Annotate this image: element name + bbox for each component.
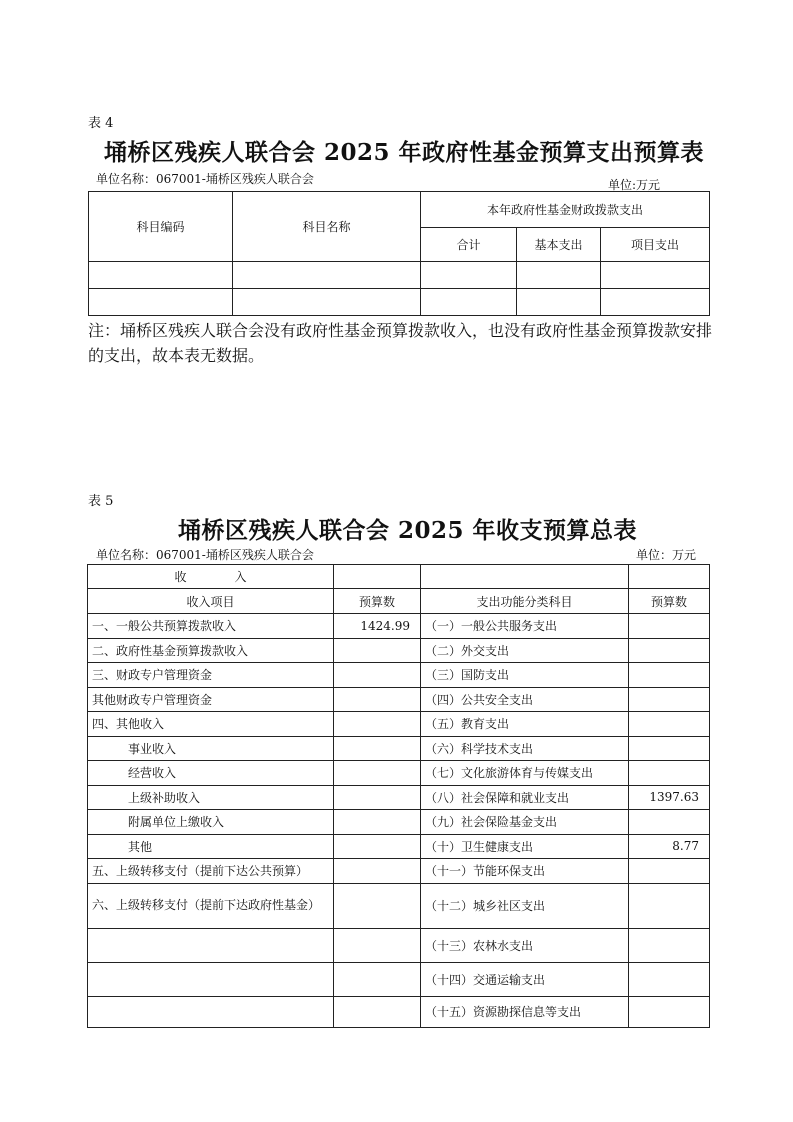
expense-item: （三）国防支出: [421, 663, 629, 688]
table4-empty-row: [89, 289, 710, 316]
table4-unit: 单位:万元: [608, 178, 661, 192]
table4-note: 注：埇桥区残疾人联合会没有政府性基金预算拨款收入，也没有政府性基金预算拨款安排的支出，故本表无数据。: [88, 321, 713, 365]
expense-item: （十三）农林水支出: [421, 928, 629, 962]
table5-label: 表 5: [88, 494, 114, 509]
expense-item: （七）文化旅游体育与传媒支出: [421, 761, 629, 786]
income-amount: [334, 962, 421, 996]
table5-header-income-amount: 预算数: [334, 589, 421, 614]
expense-item: （九）社会保险基金支出: [421, 810, 629, 835]
table5-header-expense-amount: 预算数: [629, 589, 710, 614]
income-amount: [334, 638, 421, 663]
expense-amount: [629, 962, 710, 996]
income-item: 三、财政专户管理资金: [88, 663, 334, 688]
table5-header-expense-item: 支出功能分类科目: [421, 589, 629, 614]
income-amount: [334, 736, 421, 761]
table-row: [88, 687, 710, 712]
income-item: 其他财政专户管理资金: [88, 687, 334, 712]
table-row: [88, 736, 710, 761]
income-amount: 1424.99: [334, 614, 421, 639]
income-item: 四、其他收入: [88, 712, 334, 737]
table4-header-code: 科目编码: [89, 192, 233, 262]
income-amount: [334, 810, 421, 835]
table4-header-total: 合计: [421, 228, 517, 262]
income-amount: [334, 928, 421, 962]
expense-item: （十四）交通运输支出: [421, 962, 629, 996]
table4-label: 表 4: [88, 116, 114, 131]
expense-amount: [629, 859, 710, 884]
income-amount: [334, 663, 421, 688]
expense-amount: [629, 761, 710, 786]
income-item: 经营收入: [88, 761, 334, 786]
expense-amount: [629, 996, 710, 1027]
expense-amount: 1397.63: [629, 785, 710, 810]
income-item: 上级补助收入: [88, 785, 334, 810]
income-item: 其他: [88, 834, 334, 859]
income-amount: [334, 785, 421, 810]
income-item: 一、一般公共预算拨款收入: [88, 614, 334, 639]
table5-header-income-item: 收入项目: [88, 589, 334, 614]
table-row: [88, 928, 710, 962]
expense-item: （六）科学技术支出: [421, 736, 629, 761]
income-item: 二、政府性基金预算拨款收入: [88, 638, 334, 663]
expense-amount: 8.77: [629, 834, 710, 859]
table5-title: 埇桥区残疾人联合会 2025 年收支预算总表: [178, 517, 638, 544]
expense-amount: [629, 712, 710, 737]
table4-header-project: 项目支出: [601, 228, 710, 262]
income-item: [88, 928, 334, 962]
table-row: [88, 638, 710, 663]
expense-amount: [629, 687, 710, 712]
table5: [87, 564, 710, 1028]
expense-item: （四）公共安全支出: [421, 687, 629, 712]
table5-unit: 单位：万元: [636, 548, 697, 562]
table-row: [88, 712, 710, 737]
expense-amount: [629, 810, 710, 835]
table5-unit-name: 单位名称：067001-埇桥区残疾人联合会: [96, 548, 314, 562]
table5-top-header: 收 入: [88, 565, 334, 589]
income-amount: [334, 996, 421, 1027]
table4: [88, 191, 710, 316]
expense-item: （五）教育支出: [421, 712, 629, 737]
table-row: [88, 614, 710, 639]
expense-item: （十五）资源勘探信息等支出: [421, 996, 629, 1027]
expense-item: （二）外交支出: [421, 638, 629, 663]
table4-unit-name: 单位名称：067001-埇桥区残疾人联合会: [96, 172, 314, 186]
table4-title: 埇桥区残疾人联合会 2025 年政府性基金预算支出预算表: [104, 139, 705, 166]
expense-item: （一）一般公共服务支出: [421, 614, 629, 639]
income-item: 五、上级转移支付（提前下达公共预算）: [88, 859, 334, 884]
table4-header-group: 本年政府性基金财政拨款支出: [421, 192, 710, 228]
table-row: [88, 663, 710, 688]
income-amount: [334, 834, 421, 859]
income-item: 附属单位上缴收入: [88, 810, 334, 835]
table-row: [88, 785, 710, 810]
expense-amount: [629, 614, 710, 639]
income-amount: [334, 859, 421, 884]
income-item: [88, 962, 334, 996]
income-amount: [334, 712, 421, 737]
table-row: [88, 761, 710, 786]
table-row: [88, 883, 710, 928]
income-amount: [334, 687, 421, 712]
expense-amount: [629, 883, 710, 928]
expense-amount: [629, 638, 710, 663]
expense-amount: [629, 663, 710, 688]
expense-amount: [629, 736, 710, 761]
table-row: [88, 962, 710, 996]
income-item: [88, 996, 334, 1027]
table-row: [88, 810, 710, 835]
table-row: [88, 859, 710, 884]
expense-item: （十一）节能环保支出: [421, 859, 629, 884]
expense-item: （十二）城乡社区支出: [421, 883, 629, 928]
income-item: 六、上级转移支付（提前下达政府性基金）: [88, 883, 334, 928]
income-item: 事业收入: [88, 736, 334, 761]
table-row: [88, 834, 710, 859]
table4-header-name: 科目名称: [233, 192, 421, 262]
income-amount: [334, 883, 421, 928]
income-amount: [334, 761, 421, 786]
table4-empty-row: [89, 262, 710, 289]
expense-item: （八）社会保障和就业支出: [421, 785, 629, 810]
table4-header-basic: 基本支出: [517, 228, 601, 262]
expense-item: （十）卫生健康支出: [421, 834, 629, 859]
expense-amount: [629, 928, 710, 962]
table-row: [88, 996, 710, 1027]
